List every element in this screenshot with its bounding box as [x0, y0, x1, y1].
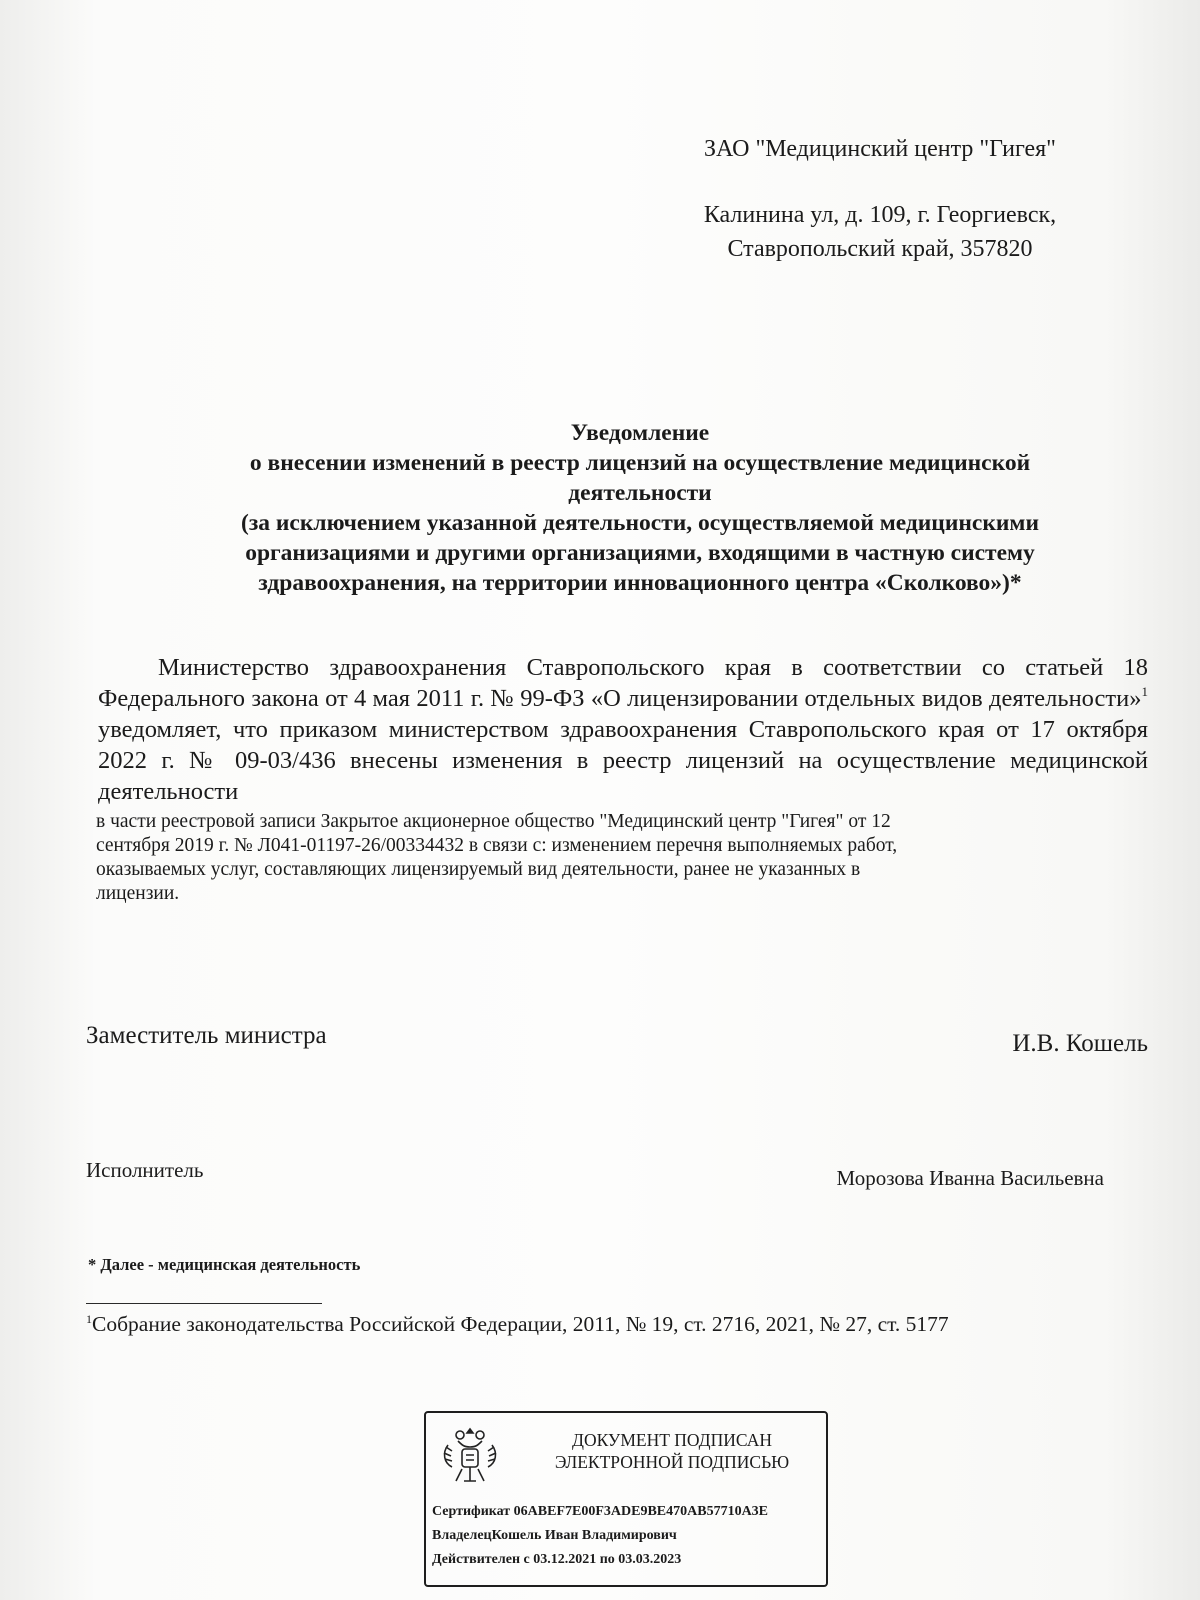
stamp-title: [522, 1429, 822, 1473]
footnote-star: * Далее - медицинская деятельность: [88, 1255, 361, 1274]
notice-title-line-6: здравоохранения, на территории инновационного центра «Сколково»)*: [258, 570, 1022, 596]
stamp-certificate: Сертификат 06ABEF7E00F3ADE9BE470AB57710A3E: [432, 1504, 769, 1519]
footnote-1: [86, 1312, 949, 1337]
notice-body-main: [98, 652, 1148, 807]
stamp-details: [432, 1500, 828, 1572]
registry-line-2: сентября 2019 г. № Л041-01197-26/00334432 в связи с: изменением перечня выполняемых работ,: [96, 835, 898, 856]
body-text-before-footnote: Министерство здравоохранения Ставропольского края в соответствии со статьей 18 Федерального закона от 4 мая 2011 г. № 99-ФЗ «О лицензировании отдельных видов деятельности»: [98, 654, 1148, 712]
registry-line-4: лицензии.: [96, 883, 180, 904]
registry-line-1: в части реестровой записи Закрытое акционерное общество "Медицинский центр "Гигея" от 12: [96, 811, 891, 832]
electronic-signature-stamp: [424, 1411, 828, 1587]
footnote-divider: [86, 1303, 322, 1304]
footnote-1-marker: 1: [86, 1312, 92, 1326]
footnote-1-text: Собрание законодательства Российской Федерации, 2011, № 19, ст. 2716, 2021, № 27, ст. 5177: [92, 1312, 949, 1336]
stamp-title-line-1: ДОКУМЕНТ ПОДПИСАН: [572, 1430, 772, 1450]
notice-title-line-2: о внесении изменений в реестр лицензий на осуществление медицинской: [249, 450, 1031, 476]
notice-body-registry-details: [96, 810, 1136, 906]
recipient-address-line-1: Калинина ул, д. 109, г. Георгиевск,: [703, 202, 1057, 228]
registry-line-3: оказываемых услуг, составляющих лицензируемый вид деятельности, ранее не указанных в: [96, 859, 861, 880]
notice-title: [120, 418, 1160, 598]
body-text-after-footnote: уведомляет, что приказом министерством здравоохранения Ставропольского края от 17 октября 2022 г. № 09-03/436 внесены изменения в реестр лицензий на осуществление медицинской деятельности: [98, 716, 1148, 805]
signatory-name: И.В. Кошель: [1012, 1030, 1148, 1057]
notice-title-line-4: (за исключением указанной деятельности, осуществляемой медицинскими: [241, 510, 1039, 536]
notice-title-line-1: Уведомление: [570, 420, 710, 446]
recipient-address: [600, 198, 1160, 266]
recipient-address-line-2: Ставропольский край, 357820: [727, 236, 1033, 262]
footnote-reference: 1: [1141, 684, 1148, 699]
stamp-title-line-2: ЭЛЕКТРОННОЙ ПОДПИСЬЮ: [554, 1452, 790, 1472]
notice-title-line-5: организациями и другими организациями, входящими в частную систему: [245, 540, 1035, 566]
double-headed-eagle-emblem-icon: [440, 1423, 500, 1489]
notice-title-line-3: деятельности: [568, 480, 712, 506]
signatory-position: Заместитель министра: [86, 1022, 327, 1049]
executor-name: Морозова Иванна Васильевна: [836, 1166, 1104, 1190]
stamp-owner: ВладелецКошель Иван Владимирович: [432, 1528, 677, 1543]
executor-label: Исполнитель: [86, 1158, 204, 1182]
notice-paragraph: [98, 652, 1148, 807]
stamp-validity: Действителен с 03.12.2021 по 03.03.2023: [432, 1552, 682, 1567]
recipient-name: ЗАО "Медицинский центр "Гигея": [704, 136, 1056, 162]
